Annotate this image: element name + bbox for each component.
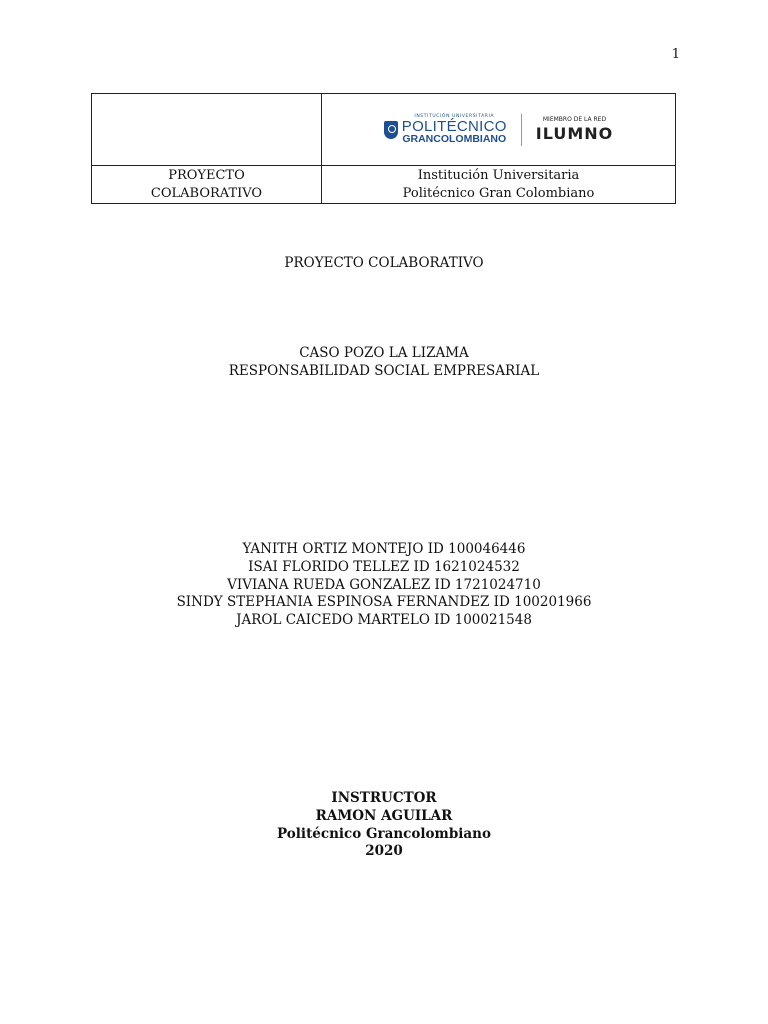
author-item: SINDY STEPHANIA ESPINOSA FERNANDEZ ID 100201966 [176, 594, 592, 611]
shield-icon [384, 121, 398, 139]
author-item: VIVIANA RUEDA GONZALEZ ID 1721024710 [227, 576, 541, 593]
author-item: JAROL CAICEDO MARTELO ID 100021548 [236, 612, 532, 629]
document-title: PROYECTO COLABORATIVO [284, 255, 484, 271]
instructor-block [0, 790, 768, 861]
ilumno-logo [536, 117, 613, 142]
instructor-year: 2020 [365, 843, 403, 860]
ilumno-name-text: ILUMNO [535, 124, 614, 143]
header-label-line2: COLABORATIVO [150, 185, 263, 201]
logo-small-text: INSTITUCIÓN UNIVERSITARIA [414, 113, 495, 119]
instructor-institution: Politécnico Grancolombiano [277, 825, 491, 842]
logo-divider [521, 114, 522, 146]
header-empty-cell [92, 94, 322, 166]
header-table [91, 93, 676, 204]
institution-line2: Politécnico Gran Colombiano [402, 185, 595, 201]
author-item: YANITH ORTIZ MONTEJO ID 100046446 [242, 541, 526, 557]
politecnico-logo [384, 115, 507, 145]
subject-line2: RESPONSABILIDAD SOCIAL EMPRESARIAL [228, 362, 540, 379]
header-label-cell [92, 166, 322, 204]
institution-line1: Institución Universitaria [417, 167, 580, 183]
ilumno-small-text: MIEMBRO DE LA RED [542, 116, 607, 123]
instructor-label: INSTRUCTOR [331, 790, 437, 806]
header-label-line1: PROYECTO [168, 167, 245, 183]
header-logo-cell [322, 94, 676, 166]
author-item: ISAI FLORIDO TELLEZ ID 1621024532 [248, 558, 520, 575]
subject-block [0, 345, 768, 381]
logo-name-text: POLITÉCNICO [401, 118, 507, 135]
page-number: 1 [671, 47, 680, 62]
logo-sub-text: GRANCOLOMBIANO [402, 133, 507, 145]
subject-line1: CASO POZO LA LIZAMA [299, 345, 469, 361]
header-institution-cell [322, 166, 676, 204]
instructor-name: RAMON AGUILAR [315, 807, 453, 824]
authors-list [0, 541, 768, 630]
